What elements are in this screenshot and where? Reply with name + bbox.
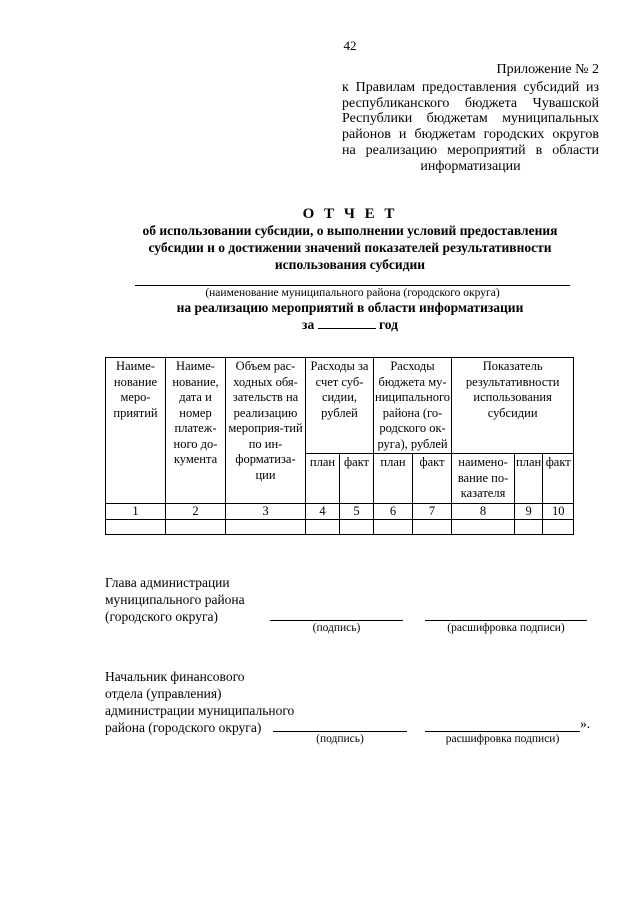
table-cell[interactable] (374, 520, 413, 535)
finance-head-title (105, 668, 295, 736)
column-number: 6 (374, 503, 413, 520)
appendix-text (342, 80, 599, 174)
table-row (106, 520, 574, 535)
header-indicator-name: наимено-вание по-казателя (452, 454, 515, 504)
report-purpose: на реализацию мероприятий в области информатизации (176, 300, 524, 315)
table-cell[interactable] (166, 520, 226, 535)
report-table (105, 357, 574, 535)
report-subtitle (105, 222, 595, 273)
municipality-name-field[interactable] (135, 285, 570, 286)
header-budget-expenses: Расходы бюджета му-ниципального района (го-родского ок-руга), рублей (374, 358, 452, 454)
appendix-line: на реализацию мероприятий в области (342, 142, 599, 158)
page-number: 42 (343, 38, 357, 53)
finance-decode-field[interactable] (425, 731, 580, 732)
table-cell[interactable] (452, 520, 515, 535)
header-fact: факт (543, 454, 574, 504)
year-field[interactable] (318, 317, 376, 329)
table-cell[interactable] (340, 520, 374, 535)
column-number: 7 (413, 503, 452, 520)
head-signature-field[interactable] (270, 620, 403, 621)
column-number: 5 (340, 503, 374, 520)
table-cell[interactable] (226, 520, 306, 535)
appendix-line: районов и бюджетам городских округов (342, 127, 599, 143)
header-fact: факт (413, 454, 452, 504)
header-performance-indicator: Показатель результативности использования субсидии (452, 358, 574, 454)
column-number: 10 (543, 503, 574, 520)
header-payment-document: Наиме-нование, дата и номер платеж-ного до-кумента (166, 358, 226, 504)
report-subtitle-line: субсидии и о достижении значений показателей результативности (148, 240, 552, 255)
finance-signature-field[interactable] (273, 731, 407, 732)
municipality-name-caption: (наименование муниципального района (городского округа) (205, 287, 500, 299)
header-subsidy-expenses: Расходы за счет суб-сидии, рублей (306, 358, 374, 454)
report-subtitle-line: об использовании субсидии, о выполнении условий предоставления (142, 223, 558, 238)
header-activity-name: Наиме-нование меро-приятий (106, 358, 166, 504)
appendix-line: информатизации (420, 158, 521, 174)
appendix-line: Республики бюджетам муниципальных (342, 111, 599, 127)
report-period (105, 317, 595, 333)
period-suffix: год (378, 317, 398, 332)
appendix-line: к Правилам предоставления субсидий из (342, 80, 599, 95)
finance-head-line: отдела (управления) (105, 686, 222, 701)
report-title: О Т Ч Е Т (302, 206, 398, 222)
column-number: 4 (306, 503, 340, 520)
header-plan: план (306, 454, 340, 504)
finance-head-line: района (городского округа) (105, 720, 262, 735)
finance-signature-caption: (подпись) (316, 733, 364, 745)
finance-head-line: Начальник финансового (105, 669, 245, 684)
head-admin-line: Глава администрации (105, 575, 230, 590)
column-number: 8 (452, 503, 515, 520)
head-signature-caption: (подпись) (312, 622, 361, 634)
appendix-title: Приложение № 2 (496, 62, 599, 77)
table-cell[interactable] (515, 520, 543, 535)
head-decode-caption: (расшифровка подписи) (447, 622, 565, 634)
finance-decode-caption: расшифровка подписи) (445, 733, 560, 745)
closing-quote: ». (580, 716, 591, 731)
table-cell[interactable] (306, 520, 340, 535)
column-number: 1 (106, 503, 166, 520)
finance-head-line: администрации муниципального (105, 703, 295, 718)
table-cell[interactable] (543, 520, 574, 535)
header-fact: факт (340, 454, 374, 504)
header-plan: план (515, 454, 543, 504)
head-admin-title (105, 574, 275, 625)
head-decode-field[interactable] (425, 620, 587, 621)
header-expense-obligations: Объем рас-ходных обя-зательств на реализацию мероприя-тий по ин-форматиза-ции (226, 358, 306, 504)
head-admin-line: (городского округа) (105, 609, 219, 624)
period-prefix: за (302, 317, 315, 332)
column-number: 2 (166, 503, 226, 520)
header-plan: план (374, 454, 413, 504)
head-admin-line: муниципального района (105, 592, 245, 607)
report-subtitle-line: использования субсидии (274, 257, 426, 272)
table-cell[interactable] (106, 520, 166, 535)
table-cell[interactable] (413, 520, 452, 535)
column-number: 9 (515, 503, 543, 520)
appendix-line: республиканского бюджета Чувашской (342, 95, 599, 111)
column-number: 3 (226, 503, 306, 520)
